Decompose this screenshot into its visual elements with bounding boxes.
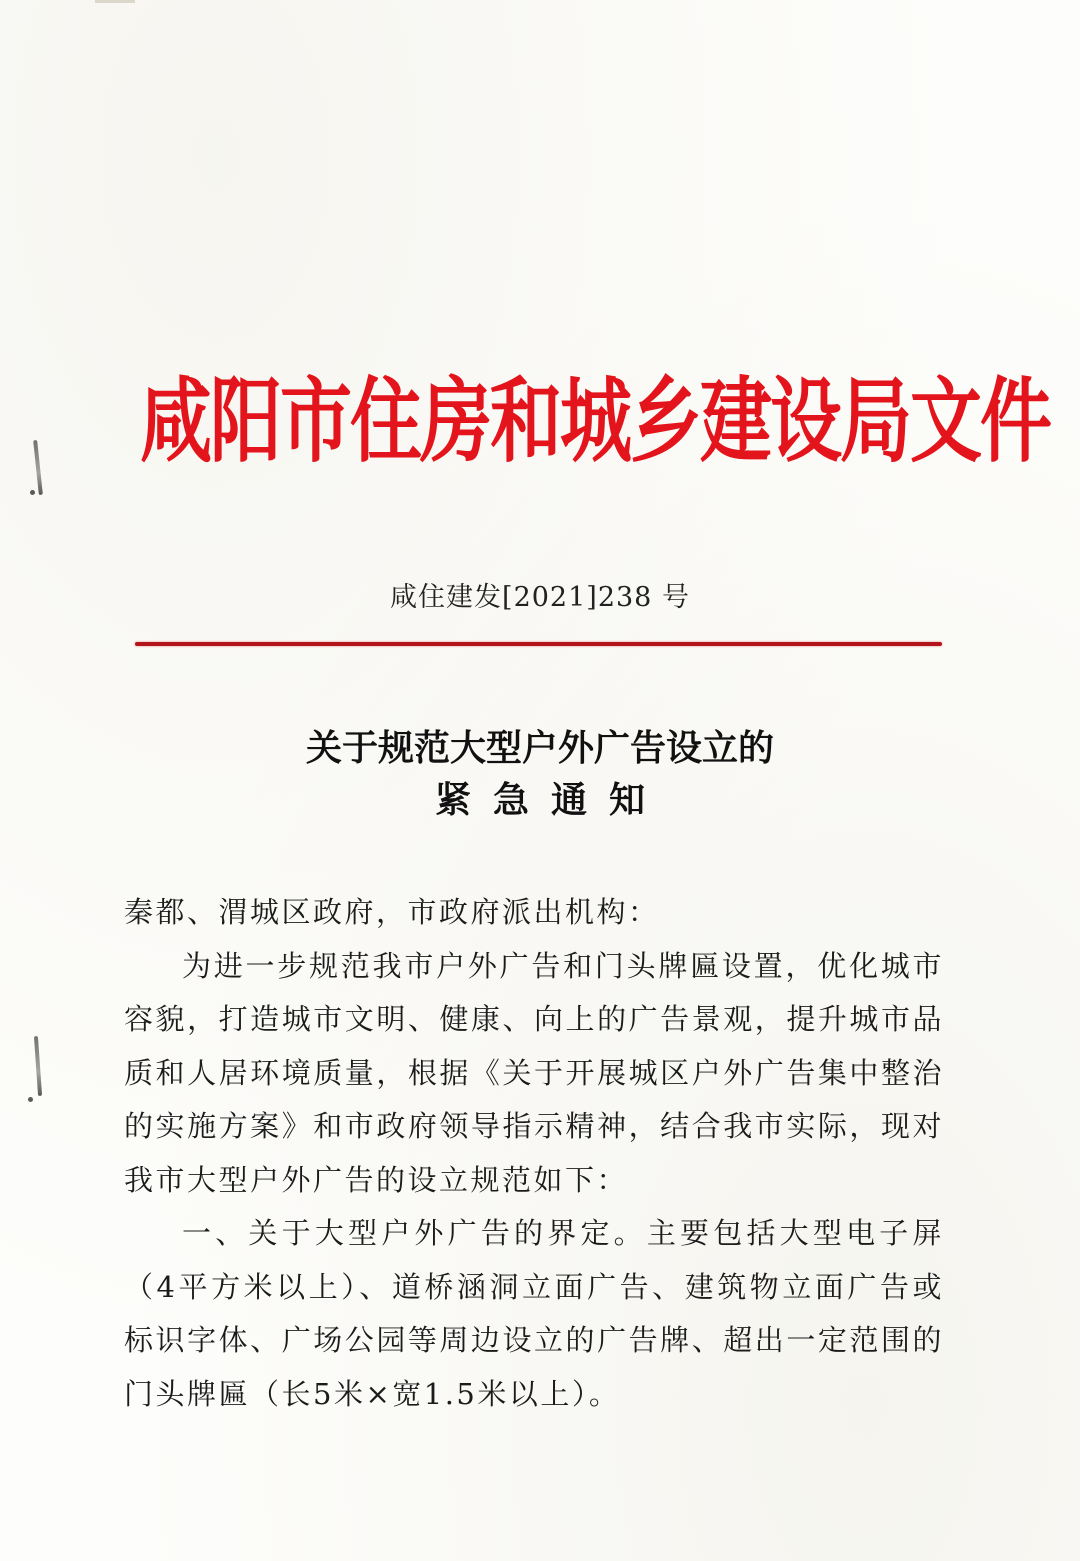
red-divider (135, 642, 942, 646)
issuer-header: 咸阳市住房和城乡建设局文件 (140, 367, 1051, 475)
document-number: 咸住建发[2021]238 号 (390, 582, 690, 613)
notice-title (0, 722, 1080, 826)
binding-mark (34, 1036, 42, 1096)
notice-title-line1: 关于规范大型户外广告设立的 (305, 727, 774, 769)
binding-mark (33, 440, 43, 495)
addressee: 秦都、渭城区政府，市政府派出机构： (124, 895, 660, 929)
binding-mark-dot (28, 1097, 33, 1102)
paragraph-section-1: 一、关于大型户外广告的界定。主要包括大型电子屏（4平方米以上）、道桥涵洞立面广告、建筑物立面广告或标识字体、广场公园等周边设立的广告牌、超出一定范围的门头牌匾（长5米×宽1.5米以上）。 (124, 1216, 944, 1411)
document-body (124, 886, 944, 1421)
binding-mark-dot (30, 490, 35, 495)
notice-title-line2: 紧急通知 (434, 779, 667, 821)
paragraph-intro: 为进一步规范我市户外广告和门头牌匾设置，优化城市容貌，打造城市文明、健康、向上的广告景观，提升城市品质和人居环境质量，根据《关于开展城区户外广告集中整治的实施方案》和市政府领导指示精神，结合我市实际，现对我市大型户外广告的设立规范如下： (124, 948, 944, 1197)
scan-artifact (95, 0, 135, 3)
